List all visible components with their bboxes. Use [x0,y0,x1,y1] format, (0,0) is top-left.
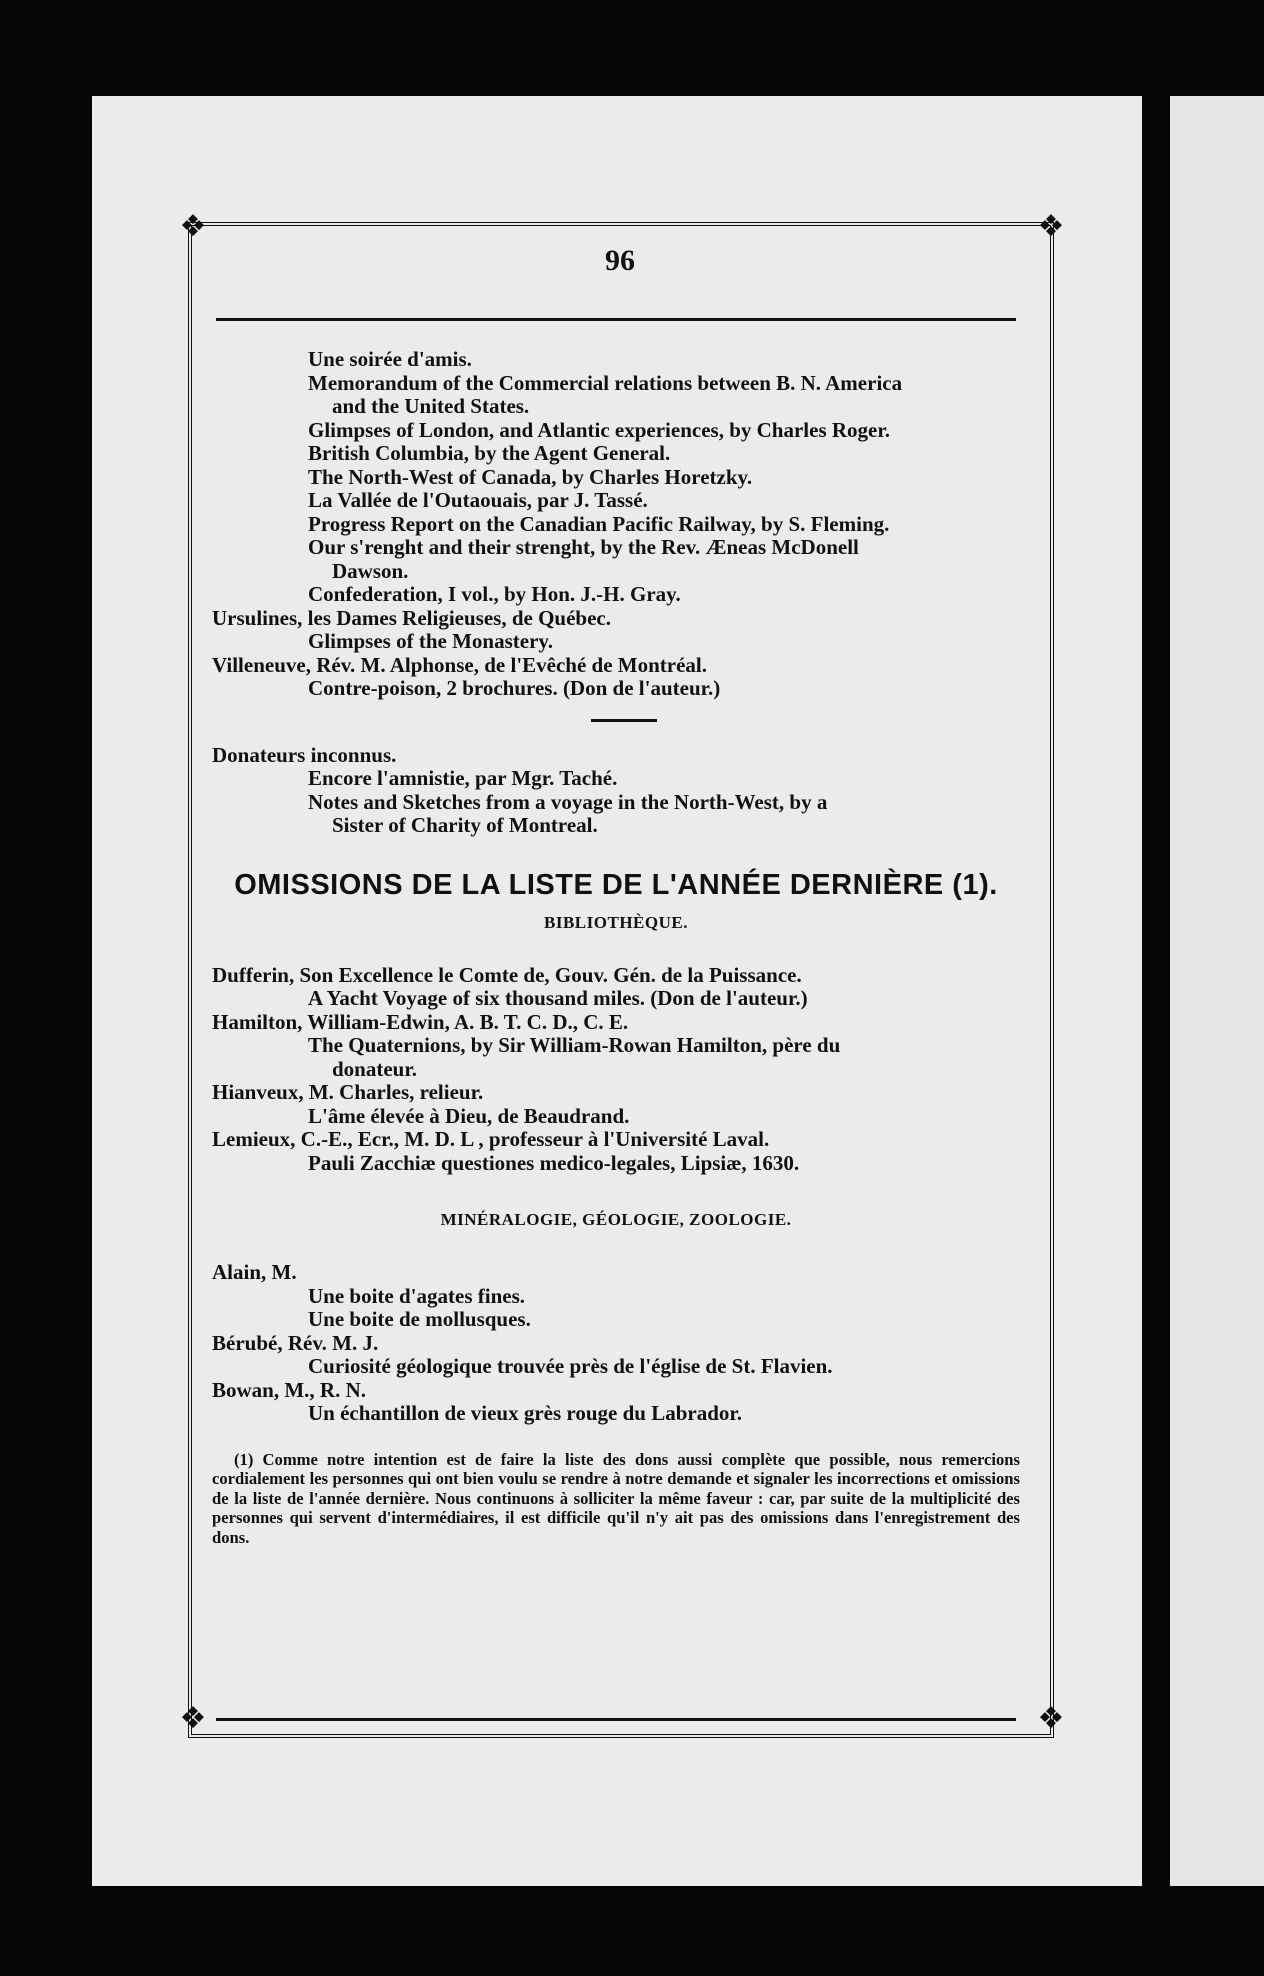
list-item: Confederation, I vol., by Hon. J.-H. Gray. [308,582,681,606]
mineral-list [212,1261,1020,1426]
list-item: A Yacht Voyage of six thousand miles. (Don de l'auteur.) [308,986,808,1010]
list-item: The North-West of Canada, by Charles Horetzky. [308,464,753,489]
list-item: Sister of Charity of Montreal. [332,813,598,837]
page-body [212,348,1020,1547]
donor-name: Ursulines, les Dames Religieuses, de Québec. [212,605,611,630]
donor-name: Bowan, M., R. N. [212,1377,367,1402]
list-item: Our s'renght and their strenght, by the Rev. Æneas McDonell [308,535,859,559]
donor-name: Villeneuve, Rév. M. Alphonse, de l'Evêché de Montréal. [212,652,708,677]
list-item: Memorandum of the Commercial relations between B. N. America [308,370,903,395]
header-rule [216,318,1016,321]
donation-list-top [212,348,1020,701]
list-item: British Columbia, by the Agent General. [308,441,671,465]
adjacent-page-edge [1170,96,1264,1886]
list-item: Une boite de mollusques. [308,1307,531,1331]
unknown-donors-list [212,744,1020,838]
list-item: L'âme élevée à Dieu, de Beaudrand. [308,1103,630,1128]
list-item: Une soirée d'amis. [308,347,472,371]
section-title: OMISSIONS DE LA LISTE DE L'ANNÉE DERNIÈRE (1). [234,868,998,901]
donor-name: Dufferin, Son Excellence le Comte de, Gouv. Gén. de la Puissance. [212,962,802,987]
corner-ornament-icon: ❖ [1037,209,1065,244]
list-item: donateur. [332,1056,417,1081]
list-item: Pauli Zacchiæ questiones medico-legales, Lipsiæ, 1630. [308,1150,800,1175]
donor-name: Donateurs inconnus. [212,742,397,767]
list-item: Notes and Sketches from a voyage in the North-West, by a [308,789,828,814]
list-item: Progress Report on the Canadian Pacific Railway, by S. Fleming. [308,511,890,536]
list-item: The Quaternions, by Sir William-Rowan Hamilton, père du [308,1033,841,1057]
footnote-text: (1) Comme notre intention est de faire la liste des dons aussi complète que possible, nous remercions cordialement les personnes qui ont bien voulu se rendre à notre demande et signaler les incorrections et omissions de la liste de l'année dernière. Nous continuons à solliciter la même faveur : car, par suite de la multiplicité des personnes qui servent d'intermédiaires, il est difficile qu'il n'y ait pas des omissions dans l'enregistrement des dons. [212,1449,1020,1547]
library-heading: BIBLIOTHÈQUE. [544,912,688,932]
corner-ornament-icon: ❖ [1037,1701,1065,1736]
list-item: Dawson. [332,558,409,583]
donor-name: Alain, M. [212,1260,297,1284]
list-item: Contre-poison, 2 brochures. (Don de l'auteur.) [308,676,721,700]
footer-rule [216,1718,1016,1721]
list-item: Glimpses of London, and Atlantic experiences, by Charles Roger. [308,417,890,442]
footnote [212,1450,1020,1548]
donor-name: Lemieux, C.-E., Ecr., M. D. L , professeur à l'Université Laval. [212,1127,770,1151]
list-item: Curiosité géologique trouvée près de l'église de St. Flavien. [308,1354,833,1378]
page-number: 96 [605,244,635,277]
list-item: and the United States. [332,394,530,418]
list-item: La Vallée de l'Outaouais, par J. Tassé. [308,488,648,512]
library-list [212,964,1020,1176]
donor-name: Hamilton, William-Edwin, A. B. T. C. D., C. E. [212,1009,629,1034]
donor-name: Hianveux, M. Charles, relieur. [212,1080,484,1104]
donor-name: Bérubé, Rév. M. J. [212,1330,379,1355]
section-separator [591,719,657,722]
corner-ornament-icon: ❖ [179,1701,207,1736]
mineral-heading: MINÉRALOGIE, GÉOLOGIE, ZOOLOGIE. [440,1210,792,1229]
list-item: Encore l'amnistie, par Mgr. Taché. [308,766,618,790]
list-item: Un échantillon de vieux grès rouge du Labrador. [308,1401,743,1425]
corner-ornament-icon: ❖ [179,209,207,244]
list-item: Une boite d'agates fines. [308,1283,525,1308]
list-item: Glimpses of the Monastery. [308,629,553,653]
